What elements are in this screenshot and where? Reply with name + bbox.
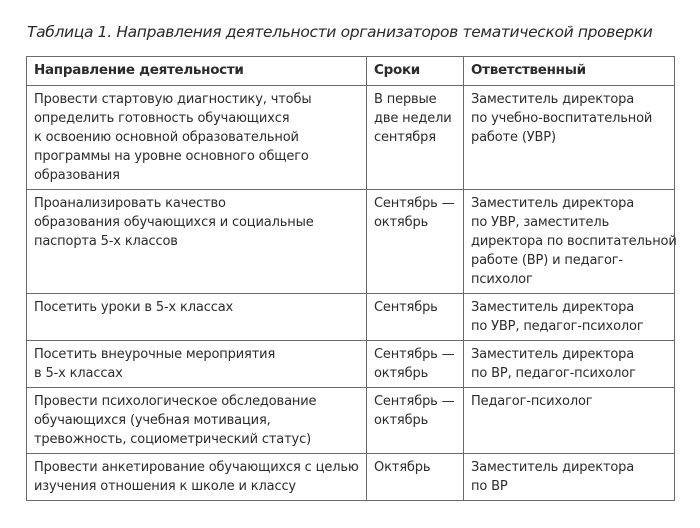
responsible-cell [464, 294, 675, 341]
cell-line: образования [34, 168, 120, 183]
cell-line: Педагог-психолог [471, 394, 593, 409]
responsible-cell [464, 190, 675, 294]
cell-line: психолог [471, 272, 533, 287]
responsible-cell [464, 454, 675, 501]
cell-line: образования обучающихся и социальные [34, 215, 314, 230]
cell-line: Провести анкетирование обучающихся с целью [34, 460, 359, 475]
responsible-cell [464, 341, 675, 388]
cell-line: обучающихся (учебная мотивация, [34, 413, 271, 428]
direction-cell [27, 341, 367, 388]
cell-line: по ВР [471, 479, 508, 494]
cell-line: Сентябрь — [374, 347, 455, 362]
cell-line: Провести психологическое обследование [34, 394, 317, 409]
cell-line: к освоению основной образовательной [34, 130, 299, 145]
table-row [27, 86, 675, 190]
direction-cell [27, 454, 367, 501]
cell-line: сентября [374, 130, 436, 145]
cell-line: определить готовность обучающихся [34, 111, 290, 126]
cell-line: Заместитель директора [471, 196, 635, 211]
cell-line: тревожность, социометрический статус) [34, 432, 312, 447]
cell-line: две недели [374, 111, 452, 126]
table-row [27, 294, 675, 341]
cell-line: Посетить внеурочные мероприятия [34, 347, 276, 362]
cell-line: октябрь [374, 215, 429, 230]
cell-line: по УВР, педагог-психолог [471, 319, 644, 334]
cell-line: изучения отношения к школе и классу [34, 479, 296, 494]
cell-line: паспорта 5-х классов [34, 234, 178, 249]
cell-line: Заместитель директора [471, 92, 635, 107]
responsible-cell [464, 388, 675, 454]
table-row [27, 388, 675, 454]
cell-line: Сентябрь — [374, 196, 455, 211]
activities-table [26, 56, 675, 501]
cell-line: в 5-х классах [34, 366, 123, 381]
table-caption: Таблица 1. Направления деятельности организаторов тематической проверки [27, 23, 653, 41]
cell-line: директора по воспитательной [471, 234, 677, 249]
terms-cell [367, 86, 464, 190]
cell-line: Посетить уроки в 5-х классах [34, 300, 234, 315]
header-terms: Сроки [367, 57, 464, 86]
cell-line: В первые [374, 92, 437, 107]
cell-line: Заместитель директора [471, 300, 635, 315]
header-responsible: Ответственный [464, 57, 675, 86]
terms-cell [367, 294, 464, 341]
direction-cell [27, 388, 367, 454]
table-row [27, 454, 675, 501]
cell-line: октябрь [374, 413, 429, 428]
cell-line: Октябрь [374, 460, 431, 475]
cell-line: Заместитель директора [471, 347, 635, 362]
cell-line: Сентябрь — [374, 394, 455, 409]
responsible-cell [464, 86, 675, 190]
cell-line: программы на уровне основного общего [34, 149, 309, 164]
cell-line: по учебно-воспитательной [471, 111, 653, 126]
header-direction: Направление деятельности [27, 57, 367, 86]
cell-line: Провести стартовую диагностику, чтобы [34, 92, 312, 107]
cell-line: по УВР, заместитель [471, 215, 610, 230]
table-row [27, 190, 675, 294]
terms-cell [367, 388, 464, 454]
cell-line: Сентябрь [374, 300, 438, 315]
table-header-row [27, 57, 675, 86]
direction-cell [27, 190, 367, 294]
terms-cell [367, 454, 464, 501]
cell-line: октябрь [374, 366, 429, 381]
cell-line: работе (УВР) [471, 130, 556, 145]
terms-cell [367, 190, 464, 294]
cell-line: Заместитель директора [471, 460, 635, 475]
terms-cell [367, 341, 464, 388]
cell-line: по ВР, педагог-психолог [471, 366, 636, 381]
table-row [27, 341, 675, 388]
cell-line: Проанализировать качество [34, 196, 226, 211]
direction-cell [27, 294, 367, 341]
cell-line: работе (ВР) и педагог- [471, 253, 623, 268]
direction-cell [27, 86, 367, 190]
